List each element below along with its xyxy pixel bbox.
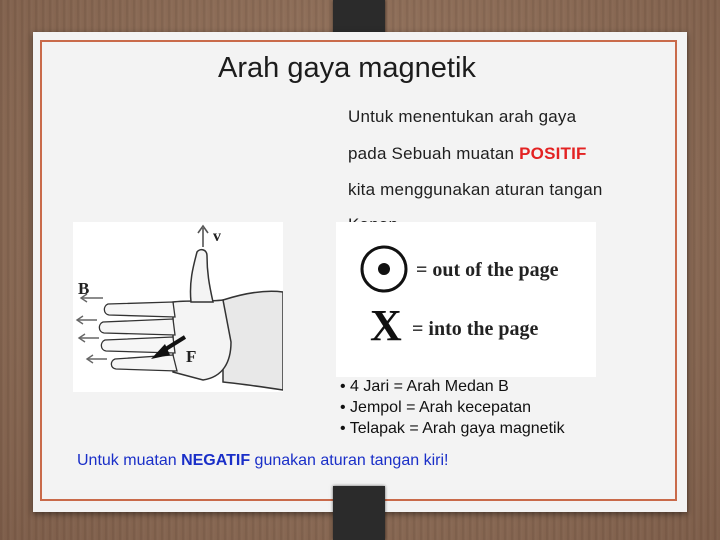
finger-1 (104, 302, 175, 317)
hand-drawing (73, 222, 283, 392)
intro-line-2-text: pada Sebuah muatan (348, 144, 520, 163)
field-label: B (78, 279, 90, 298)
negative-word: NEGATIF (181, 452, 251, 469)
thumb-shape (190, 250, 213, 302)
into-page-label: = into the page (412, 318, 539, 340)
out-of-page-dot-icon (378, 263, 390, 275)
bullet-thumb: • Jempol = Arah kecepatan (340, 399, 532, 416)
intro-line-2 (348, 144, 587, 164)
rule-bullets (340, 376, 565, 439)
finger-2 (99, 319, 175, 335)
into-page-cross-icon: X (370, 301, 402, 350)
direction-legend-image (336, 222, 596, 377)
negative-charge-note (77, 452, 448, 470)
velocity-label: v (213, 228, 221, 245)
velocity-arrow (198, 226, 208, 247)
note-prefix: Untuk muatan (77, 452, 182, 469)
legend-drawing (336, 222, 596, 377)
intro-line-1: Untuk menentukan arah gaya (348, 107, 577, 126)
note-suffix: gunakan aturan tangan kiri! (250, 452, 449, 469)
out-of-page-label: = out of the page (416, 259, 559, 281)
right-hand-rule-image (73, 222, 283, 392)
slide-title: Arah gaya magnetik (218, 52, 476, 84)
intro-line-3: kita menggunakan aturan tangan (348, 180, 603, 199)
slide-hanger-bottom (333, 486, 385, 540)
force-label: F (186, 347, 197, 366)
wrist-shape (223, 291, 283, 390)
bullet-fingers: • 4 Jari = Arah Medan B (340, 378, 509, 395)
positive-word: POSITIF (519, 144, 587, 163)
finger-4 (111, 355, 177, 371)
bullet-palm: • Telapak = Arah gaya magnetik (340, 420, 565, 437)
